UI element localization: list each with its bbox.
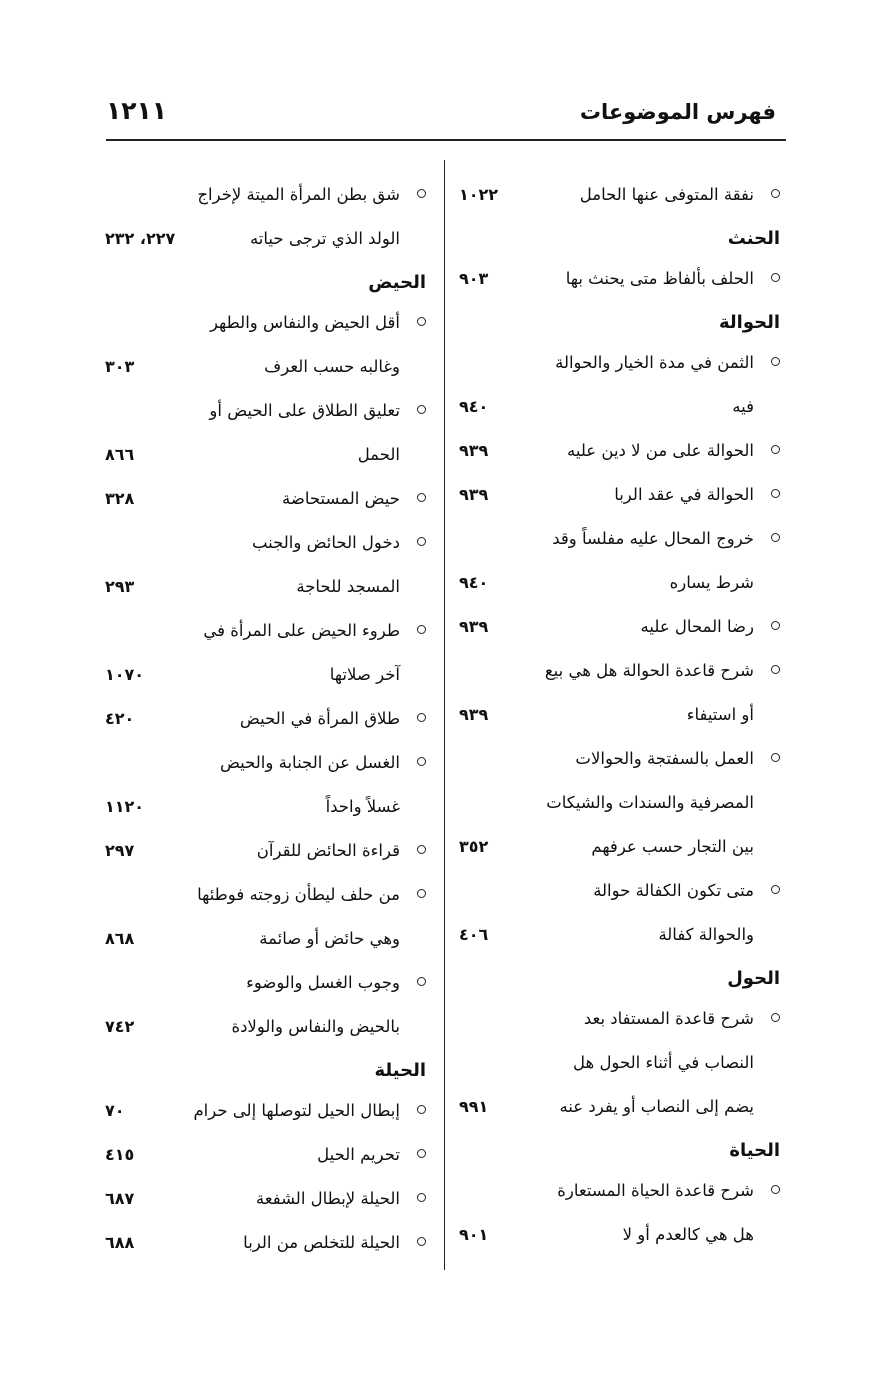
bullet-circle-icon xyxy=(771,1013,780,1022)
index-entry xyxy=(105,477,430,521)
entry-page-number: ٣٢٨ xyxy=(105,489,135,508)
bullet-circle-icon xyxy=(771,885,780,894)
entry-text: شرح قاعدة الحوالة هل هي بيع xyxy=(544,661,754,680)
entry-page-number: ٤٢٠ xyxy=(105,709,135,728)
entry-text: الثمن في مدة الخيار والحوالة xyxy=(555,353,754,372)
entry-text: شرح قاعدة المستفاد بعد xyxy=(583,1009,754,1028)
section-heading: الحياة xyxy=(729,1140,780,1161)
index-entry xyxy=(459,173,784,217)
entry-text: الغسل عن الجنابة والحيض xyxy=(219,753,400,772)
bullet-circle-icon xyxy=(417,317,426,326)
column-divider xyxy=(444,160,445,1270)
entry-text: حيض المستحاضة xyxy=(281,489,400,508)
entry-text: من حلف ليطأن زوجته فوطئها xyxy=(197,885,400,904)
entry-text: تعليق الطلاق على الحيض أو xyxy=(209,401,400,420)
entry-page-number: ٨٦٨ xyxy=(105,929,135,948)
entry-text: شق بطن المرأة الميتة لإخراج xyxy=(197,185,400,204)
section-heading: الحوالة xyxy=(718,312,780,333)
entry-text: شرح قاعدة الحياة المستعارة xyxy=(557,1181,754,1200)
bullet-circle-icon xyxy=(771,189,780,198)
entry-text: طلاق المرأة في الحيض xyxy=(239,709,400,728)
index-entry xyxy=(459,1169,784,1257)
entry-page-number: ٩٣٩ xyxy=(459,441,489,460)
bullet-circle-icon xyxy=(417,1105,426,1114)
entry-text: الحيلة للتخلص من الربا xyxy=(243,1233,400,1252)
index-entry xyxy=(459,997,784,1129)
page-title: فهرس الموضوعات xyxy=(579,100,776,124)
index-entry xyxy=(459,517,784,605)
left-column xyxy=(105,173,430,1265)
bullet-circle-icon xyxy=(417,713,426,722)
index-entry xyxy=(459,869,784,957)
entry-text: هل هي كالعدم أو لا xyxy=(622,1225,754,1244)
entry-text: الحوالة في عقد الربا xyxy=(614,485,754,504)
index-entry xyxy=(105,697,430,741)
bullet-circle-icon xyxy=(771,665,780,674)
bullet-circle-icon xyxy=(771,445,780,454)
entry-page-number: ٢٩٣ xyxy=(105,577,135,596)
section-heading: الحيض xyxy=(368,272,426,293)
entry-text: وجوب الغسل والوضوء xyxy=(246,973,400,992)
bullet-circle-icon xyxy=(417,1237,426,1246)
bullet-circle-icon xyxy=(771,273,780,282)
entry-text: طروء الحيض على المرأة في xyxy=(203,621,400,640)
section-heading: الحنث xyxy=(727,228,780,249)
index-entry xyxy=(105,1221,430,1265)
bullet-circle-icon xyxy=(417,1193,426,1202)
index-entry xyxy=(105,609,430,697)
entry-text: العمل بالسفتجة والحوالات xyxy=(575,749,754,768)
bullet-circle-icon xyxy=(417,493,426,502)
entry-page-number: ١٠٧٠ xyxy=(105,665,145,684)
bullet-circle-icon xyxy=(417,977,426,986)
bullet-circle-icon xyxy=(417,845,426,854)
entry-page-number: ٤٠٦ xyxy=(459,925,489,944)
entry-page-number: ٤١٥ xyxy=(105,1145,135,1164)
entry-text: الحوالة على من لا دين عليه xyxy=(567,441,754,460)
entry-text: تحريم الحيل xyxy=(317,1145,400,1164)
index-entry xyxy=(459,257,784,301)
entry-page-number: ٧٠ xyxy=(105,1101,125,1120)
entry-text: نفقة المتوفى عنها الحامل xyxy=(579,185,754,204)
right-column xyxy=(459,173,784,1257)
entry-text: وغالبه حسب العرف xyxy=(264,357,400,376)
entry-text: إبطال الحيل لتوصلها إلى حرام xyxy=(193,1101,400,1120)
entry-page-number: ٣٠٣ xyxy=(105,357,135,376)
bullet-circle-icon xyxy=(771,357,780,366)
entry-text: قراءة الحائض للقرآن xyxy=(256,841,400,860)
entry-page-number: ٩٠٣ xyxy=(459,269,489,288)
entry-text: أقل الحيض والنفاس والطهر xyxy=(209,313,400,332)
entry-text: دخول الحائض والجنب xyxy=(251,533,400,552)
bullet-circle-icon xyxy=(417,189,426,198)
bullet-circle-icon xyxy=(417,537,426,546)
index-entry xyxy=(459,737,784,869)
entry-text: بالحيض والنفاس والولادة xyxy=(231,1017,400,1036)
entry-page-number: ٢٩٧ xyxy=(105,841,135,860)
entry-text: رضا المحال عليه xyxy=(640,617,754,636)
index-entry xyxy=(459,473,784,517)
entry-text: متى تكون الكفالة حوالة xyxy=(593,881,754,900)
bullet-circle-icon xyxy=(771,533,780,542)
entry-text: وهي حائض أو صائمة xyxy=(259,929,400,948)
index-entry xyxy=(105,1133,430,1177)
entry-text: غسلاً واحداً xyxy=(325,797,400,816)
entry-text: الحلف بألفاظ متى يحنث بها xyxy=(565,269,754,288)
index-entry xyxy=(105,301,430,389)
entry-page-number: ٩٣٩ xyxy=(459,705,489,724)
bullet-circle-icon xyxy=(771,1185,780,1194)
entry-text: الولد الذي ترجى حياته xyxy=(249,229,400,248)
index-entry xyxy=(105,1177,430,1221)
index-entry xyxy=(105,1089,430,1133)
index-entry xyxy=(459,341,784,429)
entry-text: النصاب في أثناء الحول هل xyxy=(573,1053,754,1072)
entry-page-number: ٩٤٠ xyxy=(459,397,489,416)
bullet-circle-icon xyxy=(417,757,426,766)
entry-page-number: ٩٣٩ xyxy=(459,617,489,636)
index-entry xyxy=(459,605,784,649)
entry-page-number: ١٠٢٢ xyxy=(459,185,499,204)
bullet-circle-icon xyxy=(417,889,426,898)
entry-text: الحمل xyxy=(357,445,400,464)
entry-text: بين التجار حسب عرفهم xyxy=(591,837,754,856)
entry-text: شرط يساره xyxy=(669,573,754,592)
bullet-circle-icon xyxy=(771,753,780,762)
page-number: ١٢١١ xyxy=(106,96,168,125)
section-heading: الحول xyxy=(727,968,780,989)
entry-page-number: ٩٠١ xyxy=(459,1225,489,1244)
page-header xyxy=(106,96,786,130)
entry-page-number: ٦٨٨ xyxy=(105,1233,135,1252)
header-rule xyxy=(106,139,786,141)
entry-text: يضم إلى النصاب أو يفرد عنه xyxy=(559,1097,754,1116)
index-entry xyxy=(105,961,430,1049)
entry-text: فيه xyxy=(732,397,754,416)
entry-page-number: ١١٢٠ xyxy=(105,797,145,816)
entry-page-number: ٨٦٦ xyxy=(105,445,135,464)
bullet-circle-icon xyxy=(417,1149,426,1158)
bullet-circle-icon xyxy=(771,489,780,498)
entry-text: المصرفية والسندات والشيكات xyxy=(546,793,754,812)
entry-text: المسجد للحاجة xyxy=(296,577,400,596)
index-entry xyxy=(105,873,430,961)
entry-text: والحوالة كفالة xyxy=(658,925,754,944)
index-entry xyxy=(105,173,430,261)
entry-page-number: ٣٥٢ xyxy=(459,837,489,856)
bullet-circle-icon xyxy=(771,621,780,630)
index-entry xyxy=(105,389,430,477)
entry-page-number: ٩٩١ xyxy=(459,1097,489,1116)
entry-text: الحيلة لإبطال الشفعة xyxy=(255,1189,400,1208)
section-heading: الحيلة xyxy=(374,1060,426,1081)
index-entry xyxy=(105,829,430,873)
index-entry xyxy=(105,741,430,829)
entry-page-number: ٢٢٧، ٢٣٢ xyxy=(105,229,176,248)
entry-page-number: ٧٤٢ xyxy=(105,1017,135,1036)
bullet-circle-icon xyxy=(417,405,426,414)
entry-page-number: ٩٣٩ xyxy=(459,485,489,504)
index-entry xyxy=(105,521,430,609)
index-entry xyxy=(459,429,784,473)
index-entry xyxy=(459,649,784,737)
entry-text: أو استيفاء xyxy=(686,705,754,724)
entry-page-number: ٦٨٧ xyxy=(105,1189,135,1208)
entry-page-number: ٩٤٠ xyxy=(459,573,489,592)
bullet-circle-icon xyxy=(417,625,426,634)
entry-text: خروج المحال عليه مفلساً وقد xyxy=(552,529,754,548)
entry-text: آخر صلاتها xyxy=(329,665,400,684)
